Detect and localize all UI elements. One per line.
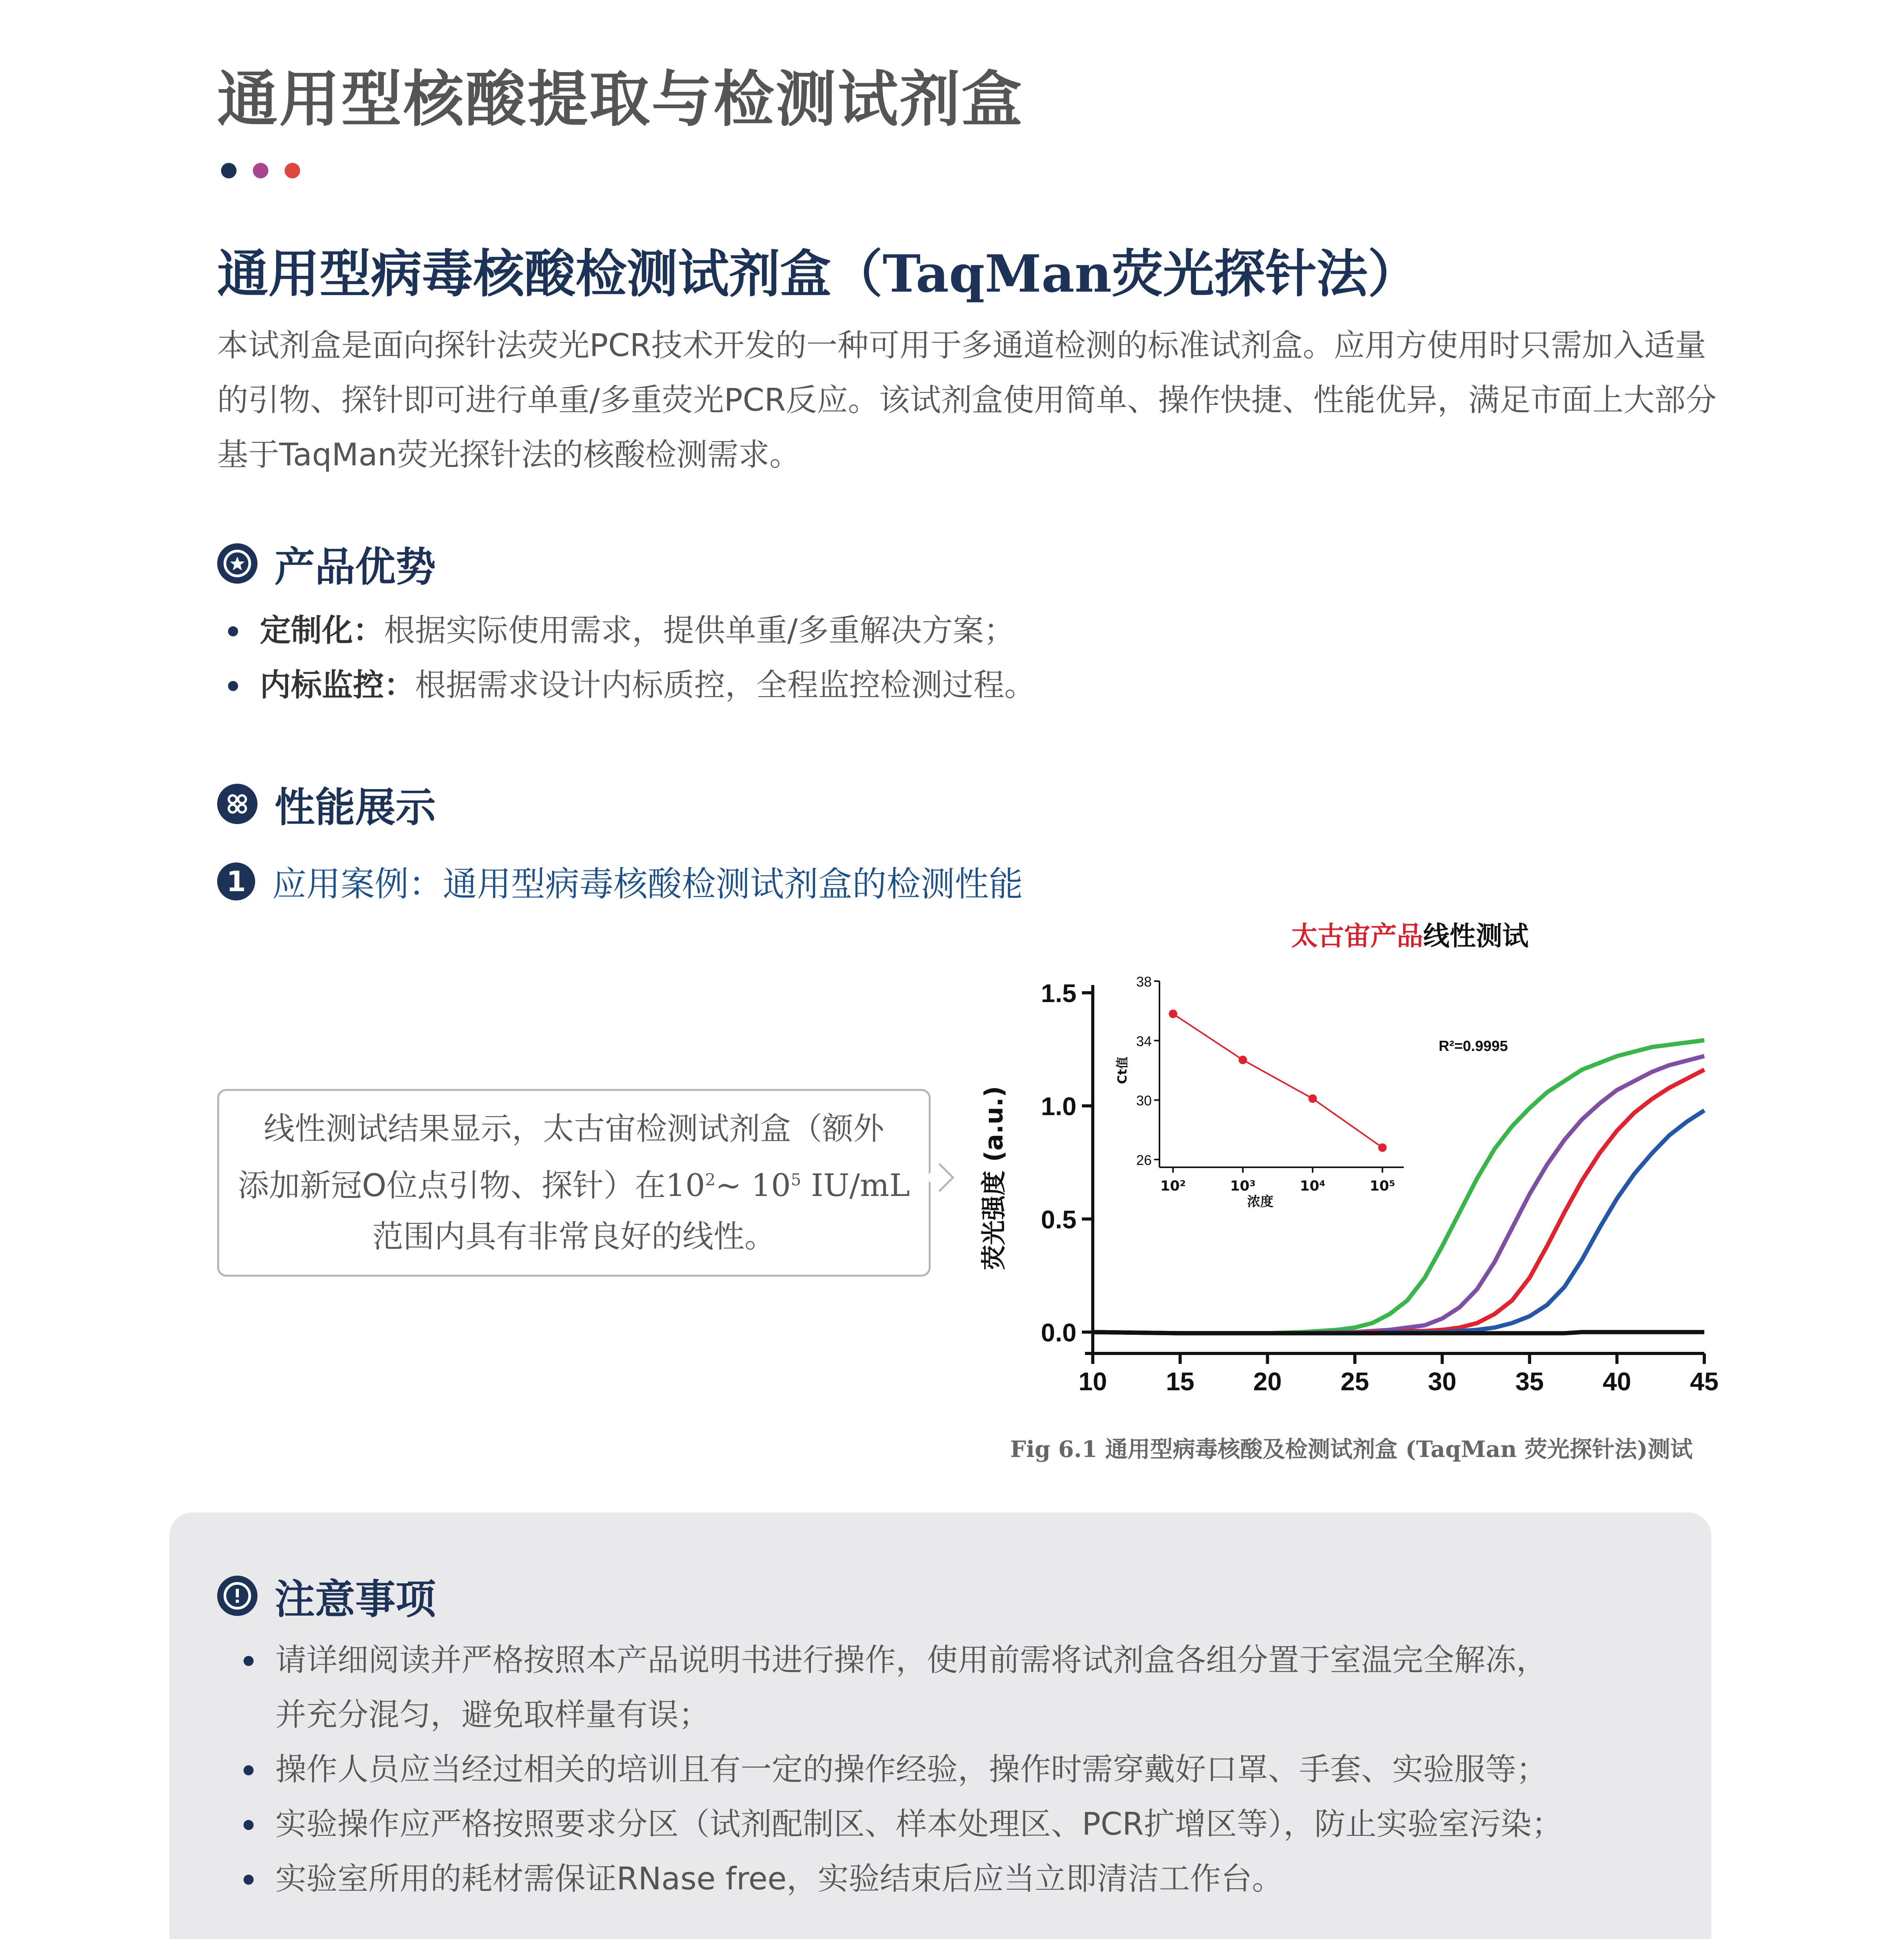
page-title: 通用型核酸提取与检测试剂盒 bbox=[217, 64, 1024, 135]
product-title-part2: TaqMan bbox=[883, 244, 1112, 304]
y-tick-label: 0.5 bbox=[1041, 1205, 1076, 1234]
callout-line3: 范围内具有非常良好的线性。 bbox=[372, 1218, 776, 1255]
range-exp-low: 2 bbox=[705, 1170, 716, 1189]
callout-text bbox=[238, 1103, 910, 1263]
inset-y-tick-label: 26 bbox=[1136, 1152, 1152, 1168]
performance-title: 性能展示 bbox=[275, 784, 436, 831]
range-exp-high: 5 bbox=[791, 1170, 802, 1189]
inset-x-tick-label: 10⁴ bbox=[1300, 1178, 1325, 1194]
y-tick-label: 1.0 bbox=[1041, 1092, 1076, 1121]
inset-y-tick-label: 34 bbox=[1136, 1033, 1152, 1049]
item-line: 操作人员应当经过相关的培训且有一定的操作经验，操作时需穿戴好口罩、手套、实验服等； bbox=[275, 1751, 1547, 1787]
chart-title-rest: 线性测试 bbox=[1423, 921, 1529, 952]
inset-y-tick-label: 38 bbox=[1136, 974, 1152, 990]
x-tick-label: 40 bbox=[1603, 1367, 1631, 1396]
x-tick-label: 45 bbox=[1690, 1367, 1719, 1396]
result-callout bbox=[217, 1089, 931, 1277]
case-title bbox=[217, 857, 1023, 906]
list-item bbox=[233, 1742, 1667, 1797]
alert-icon bbox=[217, 1576, 257, 1616]
x-tick-label: 25 bbox=[1341, 1367, 1369, 1396]
advantages-heading bbox=[217, 534, 436, 593]
item-label: 定制化： bbox=[260, 612, 384, 648]
callout-line1: 线性测试结果显示，太古宙检测试剂盒（额外 bbox=[263, 1110, 884, 1147]
decorative-dots bbox=[221, 163, 316, 180]
inset-data-point bbox=[1378, 1143, 1387, 1152]
series-line-2 bbox=[1093, 1056, 1704, 1333]
inset-x-label: 浓度 bbox=[1247, 1194, 1273, 1210]
x-tick-label: 15 bbox=[1166, 1367, 1194, 1396]
advantages-list bbox=[217, 603, 1035, 712]
dot-red bbox=[285, 163, 300, 178]
callout-line2 bbox=[238, 1154, 910, 1211]
inset-data-point bbox=[1169, 1009, 1177, 1018]
case-title-text: 应用案例：通用型病毒核酸检测试剂盒的检测性能 bbox=[272, 864, 1023, 904]
y-tick-label: 0.0 bbox=[1041, 1318, 1076, 1347]
dot-navy bbox=[221, 163, 237, 178]
product-title-part1: 通用型病毒核酸检测试剂盒（ bbox=[217, 244, 883, 304]
item-text: 根据需求设计内标质控，全程监控检测过程。 bbox=[415, 667, 1035, 703]
advantages-title: 产品优势 bbox=[275, 543, 436, 591]
inset-fit-line bbox=[1173, 1014, 1382, 1148]
chart-title bbox=[1291, 915, 1529, 953]
notice-list bbox=[233, 1633, 1667, 1906]
performance-heading bbox=[217, 775, 436, 833]
range-unit: IU/mL bbox=[801, 1167, 910, 1204]
x-tick-label: 35 bbox=[1515, 1367, 1544, 1396]
series-line-3 bbox=[1093, 1070, 1704, 1333]
y-axis-label: 荧光强度 (a.u.) bbox=[980, 1086, 1009, 1270]
item-line: 并充分混匀，避免取样量有误； bbox=[275, 1697, 710, 1733]
item-line: 实验操作应严格按照要求分区（试剂配制区、样本处理区、PCR扩增区等），防止实验室污染； bbox=[275, 1806, 1563, 1842]
product-title-part3: 荧光探针法） bbox=[1112, 244, 1419, 304]
inset-y-label: Ct值 bbox=[1115, 1056, 1130, 1084]
inset-data-point bbox=[1308, 1094, 1317, 1103]
grid-icon bbox=[217, 784, 257, 824]
callout-range bbox=[666, 1167, 910, 1203]
r-squared-label: R²=0.9995 bbox=[1439, 1038, 1508, 1054]
chart-title-brand: 太古宙产品 bbox=[1291, 921, 1424, 952]
y-tick-label: 1.5 bbox=[1041, 979, 1076, 1008]
range-tilde: ~ bbox=[715, 1167, 752, 1204]
notice-heading bbox=[217, 1567, 436, 1625]
series-line-5 bbox=[1093, 1332, 1704, 1333]
amplification-chart bbox=[969, 962, 1745, 1408]
inset-x-tick-label: 10³ bbox=[1230, 1178, 1256, 1194]
case-number: 1 bbox=[217, 862, 255, 900]
item-label: 内标监控： bbox=[260, 667, 415, 703]
list-item bbox=[217, 603, 1035, 658]
inset-x-tick-label: 10² bbox=[1160, 1178, 1186, 1194]
product-title bbox=[217, 233, 1419, 306]
figure-caption: Fig 6.1 通用型病毒核酸及检测试剂盒 (TaqMan 荧光探针法)测试 bbox=[1010, 1436, 1693, 1462]
x-tick-label: 30 bbox=[1428, 1367, 1457, 1396]
list-item bbox=[233, 1797, 1667, 1851]
series-line-4 bbox=[1093, 1110, 1704, 1333]
x-tick-label: 10 bbox=[1078, 1367, 1107, 1396]
list-item bbox=[217, 658, 1035, 712]
star-badge-icon bbox=[217, 543, 257, 584]
item-line: 请详细阅读并严格按照本产品说明书进行操作，使用前需将试剂盒各组分置于室温完全解冻， bbox=[275, 1642, 1547, 1678]
notice-title: 注意事项 bbox=[275, 1576, 436, 1623]
inset-y-tick-label: 30 bbox=[1136, 1092, 1152, 1109]
list-item bbox=[233, 1633, 1667, 1742]
inset-data-point bbox=[1239, 1056, 1247, 1064]
range-base-high: 10 bbox=[751, 1167, 791, 1204]
list-item bbox=[233, 1851, 1667, 1906]
product-intro: 本试剂盒是面向探针法荧光PCR技术开发的一种可用于多通道检测的标准试剂盒。应用方使用时只需加入适量的引物、探针即可进行单重/多重荧光PCR反应。该试剂盒使用简单、操作快捷、性能优异，满足市面上大部分基于TaqMan荧光探针法的核酸检测需求。 bbox=[217, 327, 1717, 473]
item-line: 实验室所用的耗材需保证RNase free，实验结束后应当立即清洁工作台。 bbox=[275, 1861, 1283, 1897]
item-text: 根据实际使用需求，提供单重/多重解决方案； bbox=[384, 612, 1015, 648]
range-base-low: 10 bbox=[665, 1167, 705, 1204]
callout-line2-text: 添加新冠O位点引物、探针）在 bbox=[238, 1167, 666, 1204]
inset-x-tick-label: 10⁵ bbox=[1370, 1178, 1395, 1194]
dot-purple bbox=[253, 163, 268, 178]
x-tick-label: 20 bbox=[1253, 1367, 1282, 1396]
